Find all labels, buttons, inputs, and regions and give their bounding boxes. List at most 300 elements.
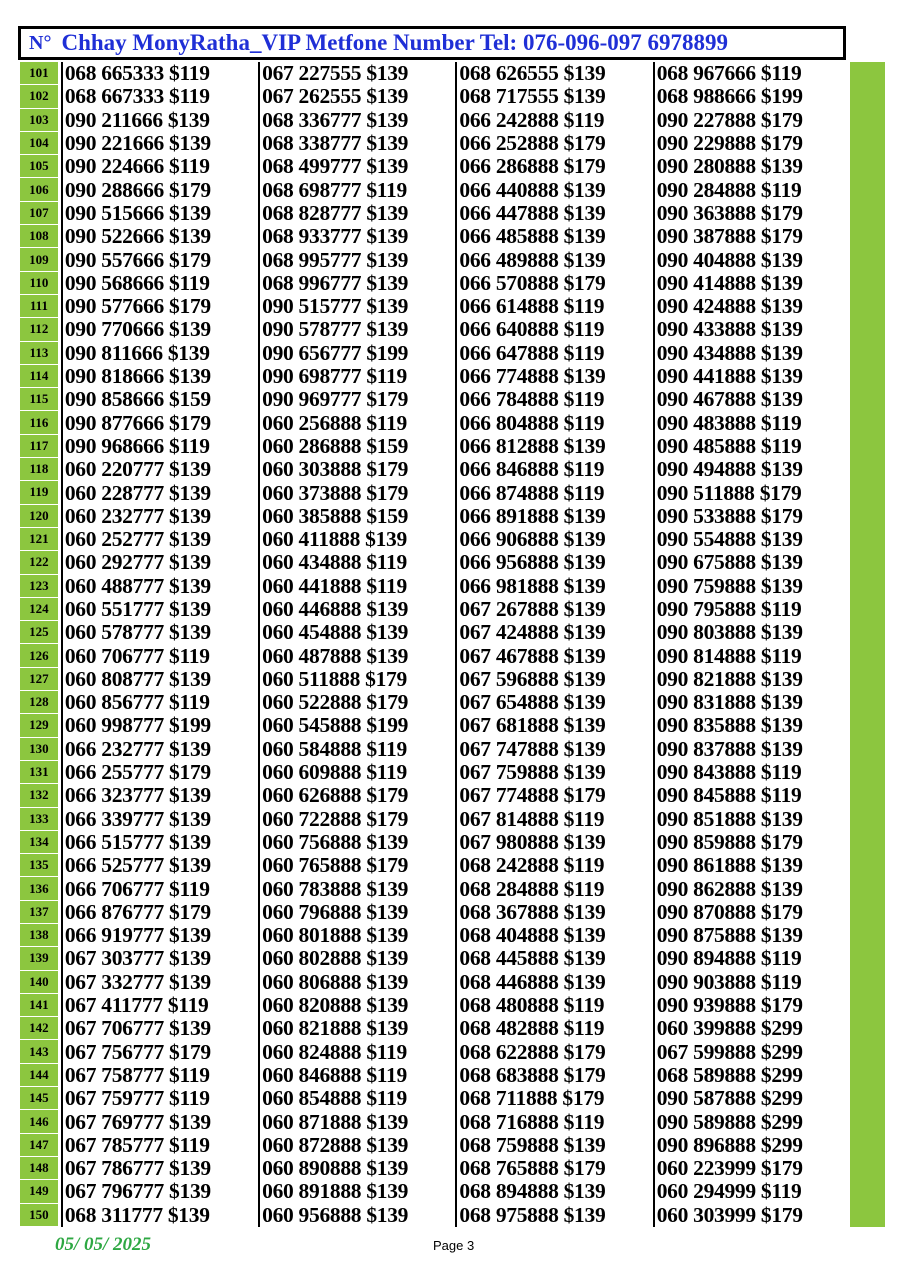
phone-number-cell: 068 828777 $139 [258,202,455,225]
phone-number-cell: 090 577666 $179 [61,295,258,318]
phone-number-cell: 067 747888 $139 [455,738,652,761]
table-row [20,738,850,761]
phone-number-cell: 066 614888 $119 [455,295,652,318]
phone-number-cell: 066 774888 $139 [455,365,652,388]
phone-number-cell: 090 837888 $139 [653,738,850,761]
phone-number-cell: 066 232777 $139 [61,738,258,761]
phone-number-cell: 060 802888 $139 [258,947,455,970]
phone-number-cell: 060 765888 $179 [258,854,455,877]
row-number: 143 [20,1040,58,1063]
row-number: 113 [20,342,58,365]
phone-number-cell: 066 647888 $119 [455,342,652,365]
table-row [20,994,850,1017]
phone-number-cell: 060 891888 $139 [258,1180,455,1203]
phone-number-cell: 067 467888 $139 [455,644,652,667]
table-row [20,1064,850,1087]
phone-number-cell: 090 414888 $139 [653,272,850,295]
row-number: 128 [20,691,58,714]
phone-number-cell: 090 861888 $139 [653,854,850,877]
phone-number-cell: 090 433888 $139 [653,318,850,341]
phone-number-cell: 068 336777 $139 [258,109,455,132]
row-number: 138 [20,924,58,947]
phone-number-cell: 067 786777 $139 [61,1157,258,1180]
page-number: Page 3 [433,1238,475,1253]
phone-number-cell: 060 806888 $139 [258,971,455,994]
phone-number-cell: 060 756888 $139 [258,831,455,854]
phone-number-cell: 066 876777 $179 [61,901,258,924]
phone-number-cell: 060 856777 $119 [61,691,258,714]
table-row [20,248,850,271]
table-row [20,1204,850,1227]
phone-number-cell: 060 872888 $139 [258,1134,455,1157]
phone-number-cell: 090 434888 $139 [653,342,850,365]
phone-number-cell: 060 808777 $139 [61,668,258,691]
phone-number-cell: 060 434888 $119 [258,551,455,574]
phone-number-cell: 068 480888 $119 [455,994,652,1017]
row-number: 119 [20,481,58,504]
row-number: 127 [20,668,58,691]
phone-number-cell: 066 874888 $119 [455,481,652,504]
phone-number-cell: 066 981888 $139 [455,575,652,598]
phone-number-cell: 060 722888 $179 [258,808,455,831]
row-number: 123 [20,575,58,598]
row-number: 149 [20,1180,58,1203]
phone-number-cell: 068 988666 $199 [653,85,850,108]
table-row [20,714,850,737]
phone-number-cell: 066 812888 $139 [455,435,652,458]
row-number: 140 [20,971,58,994]
table-row [20,365,850,388]
phone-number-cell: 090 589888 $299 [653,1110,850,1133]
phone-number-cell: 090 483888 $119 [653,411,850,434]
phone-number-cell: 090 969777 $179 [258,388,455,411]
phone-number-cell: 060 223999 $179 [653,1157,850,1180]
phone-number-cell: 090 387888 $179 [653,225,850,248]
phone-number-cell: 067 980888 $139 [455,831,652,854]
phone-number-cell: 090 404888 $139 [653,248,850,271]
phone-number-cell: 060 578777 $139 [61,621,258,644]
phone-number-cell: 060 385888 $159 [258,505,455,528]
phone-number-cell: 060 609888 $119 [258,761,455,784]
phone-number-cell: 090 554888 $139 [653,528,850,551]
phone-number-cell: 068 975888 $139 [455,1204,652,1227]
row-number: 147 [20,1134,58,1157]
phone-number-cell: 090 968666 $119 [61,435,258,458]
table-row [20,575,850,598]
phone-number-cell: 090 759888 $139 [653,575,850,598]
phone-number-cell: 060 626888 $179 [258,784,455,807]
phone-number-cell: 090 851888 $139 [653,808,850,831]
row-number: 133 [20,808,58,831]
phone-number-cell: 068 996777 $139 [258,272,455,295]
table-row [20,877,850,900]
table-row [20,411,850,434]
phone-number-cell: 090 814888 $119 [653,644,850,667]
table-row [20,435,850,458]
phone-number-cell: 090 211666 $139 [61,109,258,132]
phone-number-cell: 068 626555 $139 [455,62,652,85]
phone-number-cell: 060 454888 $139 [258,621,455,644]
phone-number-cell: 066 919777 $139 [61,924,258,947]
phone-number-cell: 060 584888 $119 [258,738,455,761]
table-row [20,808,850,831]
phone-number-cell: 090 894888 $119 [653,947,850,970]
phone-number-cell: 068 716888 $119 [455,1110,652,1133]
phone-number-cell: 066 891888 $139 [455,505,652,528]
footer-date: 05/ 05/ 2025 [55,1234,152,1255]
phone-number-cell: 060 801888 $139 [258,924,455,947]
phone-number-cell: 066 525777 $139 [61,854,258,877]
phone-number-cell: 060 487888 $139 [258,644,455,667]
phone-number-cell: 066 706777 $119 [61,877,258,900]
phone-number-cell: 060 796888 $139 [258,901,455,924]
phone-number-cell: 090 656777 $199 [258,342,455,365]
table-row [20,1087,850,1110]
row-number: 135 [20,854,58,877]
table-row [20,784,850,807]
phone-number-cell: 090 835888 $139 [653,714,850,737]
table-row [20,155,850,178]
phone-number-cell: 066 515777 $139 [61,831,258,854]
phone-number-cell: 090 858666 $159 [61,388,258,411]
table-row [20,202,850,225]
phone-number-cell: 068 683888 $179 [455,1064,652,1087]
row-number: 129 [20,714,58,737]
phone-number-cell: 090 877666 $179 [61,411,258,434]
number-column-label: N° [29,31,52,54]
phone-number-cell: 066 846888 $119 [455,458,652,481]
phone-number-cell: 060 871888 $139 [258,1110,455,1133]
phone-number-cell: 068 284888 $119 [455,877,652,900]
phone-number-cell: 068 967666 $119 [653,62,850,85]
phone-number-cell: 090 467888 $139 [653,388,850,411]
phone-number-cell: 068 711888 $179 [455,1087,652,1110]
phone-number-cell: 066 489888 $139 [455,248,652,271]
phone-number-cell: 060 522888 $179 [258,691,455,714]
row-number: 110 [20,272,58,295]
phone-number-cell: 067 706777 $139 [61,1017,258,1040]
phone-number-cell: 068 367888 $139 [455,901,652,924]
row-number: 122 [20,551,58,574]
phone-number-cell: 067 796777 $139 [61,1180,258,1203]
phone-number-cell: 060 488777 $139 [61,575,258,598]
phone-number-cell: 066 255777 $179 [61,761,258,784]
table-row [20,1017,850,1040]
phone-number-cell: 068 589888 $299 [653,1064,850,1087]
table-row [20,1157,850,1180]
table-row [20,388,850,411]
phone-number-cell: 090 515777 $139 [258,295,455,318]
row-number: 130 [20,738,58,761]
phone-number-cell: 090 515666 $139 [61,202,258,225]
phone-number-cell: 090 284888 $119 [653,178,850,201]
row-number: 103 [20,109,58,132]
row-number: 141 [20,994,58,1017]
phone-number-cell: 060 820888 $139 [258,994,455,1017]
phone-number-cell: 090 903888 $119 [653,971,850,994]
phone-number-cell: 060 446888 $139 [258,598,455,621]
phone-number-cell: 068 499777 $139 [258,155,455,178]
phone-number-cell: 090 845888 $119 [653,784,850,807]
phone-number-cell: 068 995777 $139 [258,248,455,271]
row-number: 144 [20,1064,58,1087]
phone-number-cell: 067 599888 $299 [653,1040,850,1063]
row-number: 109 [20,248,58,271]
table-row [20,528,850,551]
row-number: 111 [20,295,58,318]
phone-number-cell: 060 551777 $139 [61,598,258,621]
phone-number-cell: 068 894888 $139 [455,1180,652,1203]
row-number: 117 [20,435,58,458]
table-row [20,1040,850,1063]
phone-number-cell: 090 224666 $119 [61,155,258,178]
table-row [20,924,850,947]
phone-number-cell: 060 292777 $139 [61,551,258,574]
phone-number-cell: 067 262555 $139 [258,85,455,108]
row-number: 125 [20,621,58,644]
row-number: 142 [20,1017,58,1040]
table-row [20,598,850,621]
table-row [20,318,850,341]
phone-number-cell: 090 831888 $139 [653,691,850,714]
phone-number-cell: 067 774888 $179 [455,784,652,807]
phone-number-cell: 090 578777 $139 [258,318,455,341]
phone-number-cell: 068 933777 $139 [258,225,455,248]
phone-number-cell: 090 568666 $119 [61,272,258,295]
row-number: 107 [20,202,58,225]
row-number: 114 [20,365,58,388]
page-header [18,26,846,60]
phone-number-cell: 060 783888 $139 [258,877,455,900]
phone-number-cell: 066 485888 $139 [455,225,652,248]
phone-number-cell: 090 811666 $139 [61,342,258,365]
table-row [20,132,850,155]
phone-number-cell: 060 890888 $139 [258,1157,455,1180]
table-row [20,644,850,667]
table-row [20,272,850,295]
phone-number-cell: 060 846888 $119 [258,1064,455,1087]
table-row [20,1110,850,1133]
phone-number-cell: 066 286888 $179 [455,155,652,178]
table-row [20,481,850,504]
table-row [20,621,850,644]
phone-number-cell: 066 339777 $139 [61,808,258,831]
phone-number-cell: 090 363888 $179 [653,202,850,225]
phone-number-cell: 090 818666 $139 [61,365,258,388]
phone-number-cell: 068 717555 $139 [455,85,652,108]
row-number: 146 [20,1110,58,1133]
phone-number-cell: 067 424888 $139 [455,621,652,644]
phone-number-cell: 090 280888 $139 [653,155,850,178]
table-row [20,342,850,365]
phone-number-cell: 068 622888 $179 [455,1040,652,1063]
phone-number-cell: 067 411777 $119 [61,994,258,1017]
table-row [20,901,850,924]
phone-number-cell: 068 667333 $119 [61,85,258,108]
phone-number-cell: 060 511888 $179 [258,668,455,691]
table-row [20,761,850,784]
phone-number-cell: 090 803888 $139 [653,621,850,644]
phone-number-cell: 068 482888 $119 [455,1017,652,1040]
table-row [20,458,850,481]
row-number: 139 [20,947,58,970]
phone-number-cell: 060 373888 $179 [258,481,455,504]
phone-number-cell: 066 447888 $139 [455,202,652,225]
phone-number-cell: 090 896888 $299 [653,1134,850,1157]
phone-number-cell: 066 242888 $119 [455,109,652,132]
phone-number-cell: 090 875888 $139 [653,924,850,947]
phone-number-cell: 060 220777 $139 [61,458,258,481]
phone-number-cell: 067 785777 $119 [61,1134,258,1157]
phone-number-cell: 090 522666 $139 [61,225,258,248]
phone-number-cell: 090 424888 $139 [653,295,850,318]
table-row [20,691,850,714]
phone-number-cell: 090 288666 $179 [61,178,258,201]
table-row [20,551,850,574]
phone-number-cell: 060 303888 $179 [258,458,455,481]
phone-number-cell: 067 756777 $179 [61,1040,258,1063]
phone-number-cell: 066 640888 $119 [455,318,652,341]
phone-number-cell: 067 267888 $139 [455,598,652,621]
table-row [20,971,850,994]
phone-number-cell: 060 998777 $199 [61,714,258,737]
phone-number-cell: 066 570888 $179 [455,272,652,295]
phone-number-cell: 060 303999 $179 [653,1204,850,1227]
table-row [20,505,850,528]
table-row [20,109,850,132]
phone-number-cell: 068 311777 $139 [61,1204,258,1227]
phone-number-cell: 060 256888 $119 [258,411,455,434]
row-number: 132 [20,784,58,807]
table-row [20,1134,850,1157]
row-number: 112 [20,318,58,341]
table-row [20,854,850,877]
phone-number-cell: 066 784888 $119 [455,388,652,411]
phone-number-cell: 066 956888 $139 [455,551,652,574]
phone-number-cell: 090 675888 $139 [653,551,850,574]
phone-number-cell: 067 758777 $119 [61,1064,258,1087]
right-green-strip [850,62,885,1227]
phone-number-cell: 067 596888 $139 [455,668,652,691]
table-row [20,225,850,248]
phone-number-cell: 090 587888 $299 [653,1087,850,1110]
phone-number-cell: 060 545888 $199 [258,714,455,737]
phone-number-cell: 067 332777 $139 [61,971,258,994]
phone-number-cell: 090 229888 $179 [653,132,850,155]
row-number: 148 [20,1157,58,1180]
phone-number-cell: 068 404888 $139 [455,924,652,947]
phone-number-cell: 066 323777 $139 [61,784,258,807]
table-row [20,178,850,201]
phone-number-cell: 090 485888 $119 [653,435,850,458]
row-number: 120 [20,505,58,528]
phone-number-cell: 090 795888 $119 [653,598,850,621]
phone-number-cell: 090 557666 $179 [61,248,258,271]
row-number: 106 [20,178,58,201]
row-number: 131 [20,761,58,784]
row-number: 145 [20,1087,58,1110]
row-number: 124 [20,598,58,621]
row-number: 104 [20,132,58,155]
phone-number-cell: 060 286888 $159 [258,435,455,458]
row-number: 118 [20,458,58,481]
row-number: 101 [20,62,58,85]
phone-number-cell: 090 843888 $119 [653,761,850,784]
phone-number-cell: 060 824888 $119 [258,1040,455,1063]
number-list-table [20,62,850,1228]
phone-number-cell: 060 706777 $119 [61,644,258,667]
table-row [20,85,850,108]
table-row [20,831,850,854]
row-number: 126 [20,644,58,667]
phone-number-cell: 090 821888 $139 [653,668,850,691]
phone-number-cell: 068 765888 $179 [455,1157,652,1180]
phone-number-cell: 068 698777 $119 [258,178,455,201]
phone-number-cell: 067 769777 $139 [61,1110,258,1133]
phone-number-cell: 067 759888 $139 [455,761,652,784]
phone-number-cell: 060 821888 $139 [258,1017,455,1040]
phone-number-cell: 090 870888 $179 [653,901,850,924]
table-row [20,62,850,85]
phone-number-cell: 090 441888 $139 [653,365,850,388]
phone-number-cell: 067 814888 $119 [455,808,652,831]
phone-number-cell: 060 854888 $119 [258,1087,455,1110]
phone-number-cell: 066 252888 $179 [455,132,652,155]
row-number: 102 [20,85,58,108]
phone-number-cell: 060 228777 $139 [61,481,258,504]
phone-number-cell: 060 956888 $139 [258,1204,455,1227]
phone-number-cell: 068 446888 $139 [455,971,652,994]
phone-number-cell: 090 533888 $179 [653,505,850,528]
phone-number-cell: 068 445888 $139 [455,947,652,970]
phone-number-cell: 090 227888 $179 [653,109,850,132]
row-number: 150 [20,1204,58,1227]
phone-number-cell: 068 665333 $119 [61,62,258,85]
phone-number-cell: 060 399888 $299 [653,1017,850,1040]
phone-number-cell: 090 698777 $119 [258,365,455,388]
phone-number-cell: 090 494888 $139 [653,458,850,481]
phone-number-cell: 090 939888 $179 [653,994,850,1017]
row-number: 121 [20,528,58,551]
phone-number-cell: 060 441888 $119 [258,575,455,598]
phone-number-cell: 060 252777 $139 [61,528,258,551]
phone-number-cell: 060 294999 $119 [653,1180,850,1203]
phone-number-cell: 090 859888 $179 [653,831,850,854]
phone-number-cell: 068 242888 $119 [455,854,652,877]
phone-number-cell: 090 770666 $139 [61,318,258,341]
phone-number-cell: 068 759888 $139 [455,1134,652,1157]
phone-number-cell: 090 511888 $179 [653,481,850,504]
row-number: 108 [20,225,58,248]
table-row [20,668,850,691]
phone-number-cell: 060 232777 $139 [61,505,258,528]
phone-number-cell: 067 654888 $139 [455,691,652,714]
phone-number-cell: 067 227555 $139 [258,62,455,85]
row-number: 137 [20,901,58,924]
phone-number-cell: 060 411888 $139 [258,528,455,551]
phone-number-cell: 090 221666 $139 [61,132,258,155]
row-number: 105 [20,155,58,178]
phone-number-cell: 066 906888 $139 [455,528,652,551]
phone-number-cell: 067 681888 $139 [455,714,652,737]
page-title: Chhay MonyRatha_VIP Metfone Number Tel: 076-096-097 6978899 [61,30,729,55]
table-row [20,1180,850,1203]
phone-number-cell: 090 862888 $139 [653,877,850,900]
phone-number-cell: 066 804888 $119 [455,411,652,434]
row-number: 136 [20,877,58,900]
table-row [20,947,850,970]
phone-number-cell: 066 440888 $139 [455,178,652,201]
